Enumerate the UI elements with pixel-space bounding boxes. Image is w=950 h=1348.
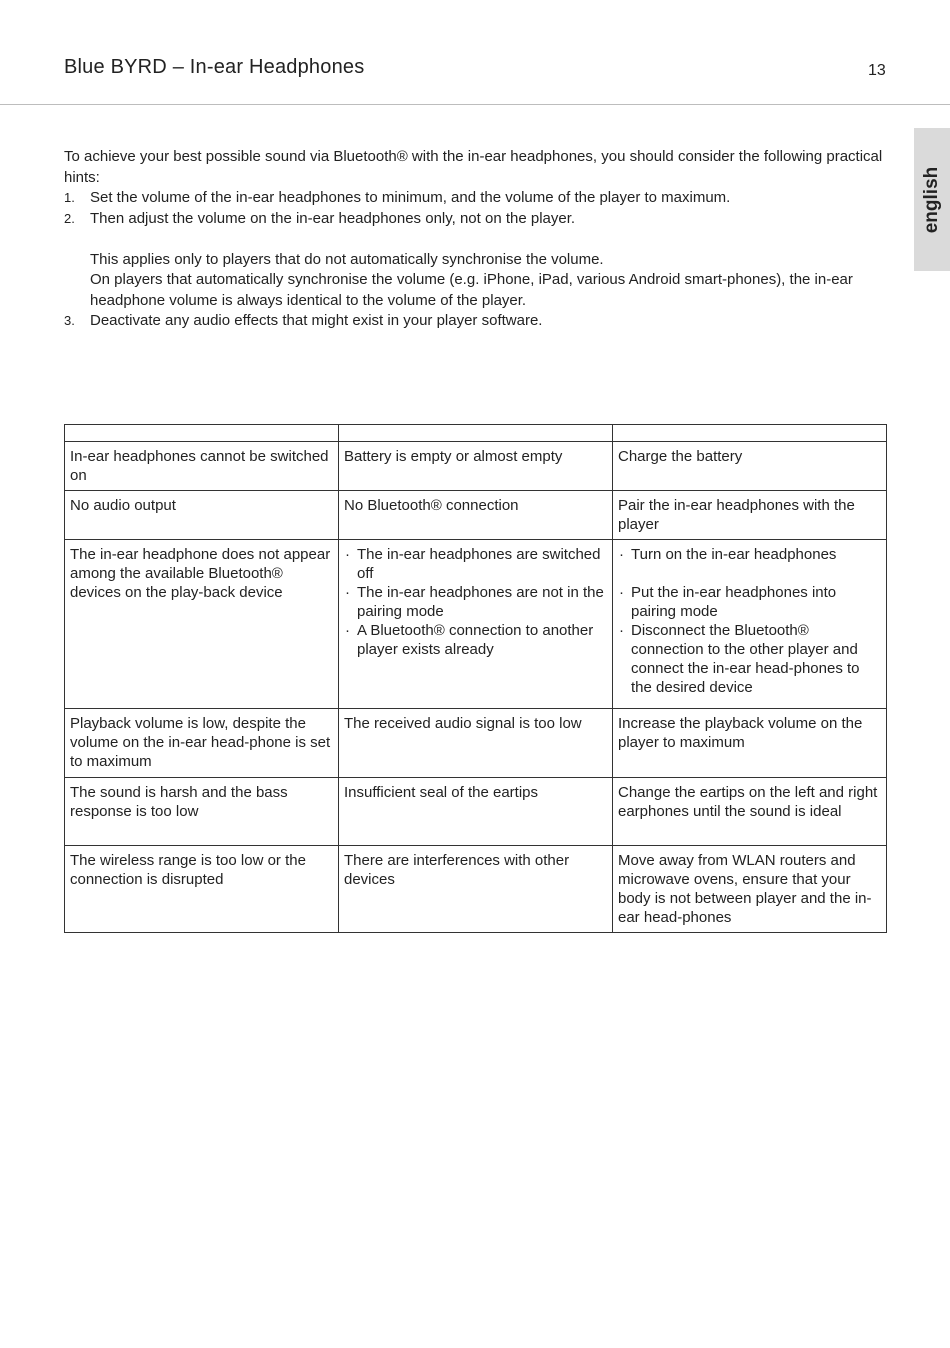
list-item: · The in-ear headphones are not in the pairing mode	[344, 583, 607, 621]
language-tab-label: english	[921, 166, 942, 233]
spacer	[64, 229, 884, 250]
cause-cell: There are interferences with other devices	[339, 846, 613, 933]
list-item: · Turn on the in-ear headphones	[618, 545, 881, 564]
hint-item	[64, 188, 884, 209]
column-header-problem	[65, 425, 339, 442]
hint-number: 3.	[64, 313, 75, 328]
problem-cell: Playback volume is low, despite the volume on the in-ear head-phone is set to maximum	[65, 709, 339, 778]
table-row	[65, 540, 887, 709]
list-item: · Disconnect the Bluetooth® connection to the other player and connect the in-ear head-phones to the desired device	[618, 621, 881, 697]
page-number: 13	[868, 62, 886, 79]
solution-cell: Increase the playback volume on the player to maximum	[613, 709, 887, 778]
solution-list	[618, 545, 881, 697]
page-title: Blue BYRD – In-ear Headphones	[64, 56, 365, 78]
intro-section	[64, 147, 884, 332]
cause-cell	[339, 540, 613, 709]
hint-item	[64, 311, 884, 332]
hint-number: 2.	[64, 210, 75, 226]
hint-number: 1.	[64, 190, 75, 205]
hint-note: This applies only to players that do not automatically synchronise the volume.	[90, 250, 604, 268]
problem-cell: The wireless range is too low or the connection is disrupted	[65, 846, 339, 933]
list-item: · The in-ear headphones are switched off	[344, 545, 607, 583]
cause-cell: No Bluetooth® connection	[339, 491, 613, 540]
problem-cell: The in-ear headphone does not appear among the available Bluetooth® devices on the play-back device	[65, 540, 339, 709]
hint-text: Deactivate any audio effects that might exist in your player software.	[90, 312, 543, 329]
column-header-solution	[613, 425, 887, 442]
cause-cell: Battery is empty or almost empty	[339, 442, 613, 491]
list-item: · A Bluetooth® connection to another player exists already	[344, 621, 607, 659]
table-row	[65, 846, 887, 933]
list-item: · Put the in-ear headphones into pairing mode	[618, 583, 881, 621]
table-row	[65, 709, 887, 778]
table-header-row	[65, 425, 887, 442]
solution-cell: Pair the in-ear headphones with the player	[613, 491, 887, 540]
cause-list	[344, 545, 607, 659]
troubleshooting-table	[64, 424, 887, 933]
problem-cell: The sound is harsh and the bass response is too low	[65, 778, 339, 846]
hint-note: On players that automatically synchronise the volume (e.g. iPhone, iPad, various Android smart-phones), the in-ear headphone volume is always identical to the volume of the player.	[90, 271, 853, 309]
problem-cell: No audio output	[65, 491, 339, 540]
language-tab	[914, 128, 950, 271]
header-divider	[0, 104, 950, 105]
hint-item	[64, 209, 884, 230]
table-row	[65, 442, 887, 491]
column-header-cause	[339, 425, 613, 442]
solution-cell: Charge the battery	[613, 442, 887, 491]
cause-cell: Insufficient seal of the eartips	[339, 778, 613, 846]
hint-text: Set the volume of the in-ear headphones to minimum, and the volume of the player to maximum.	[90, 189, 731, 206]
problem-cell: In-ear headphones cannot be switched on	[65, 442, 339, 491]
solution-cell: Move away from WLAN routers and microwave ovens, ensure that your body is not between player and the in-ear head-phones	[613, 846, 887, 933]
solution-cell: Change the eartips on the left and right earphones until the sound is ideal	[613, 778, 887, 846]
cause-cell: The received audio signal is too low	[339, 709, 613, 778]
hint-text: Then adjust the volume on the in-ear headphones only, not on the player.	[90, 209, 576, 227]
table-row	[65, 491, 887, 540]
table-row	[65, 778, 887, 846]
solution-cell	[613, 540, 887, 709]
intro-lead: To achieve your best possible sound via Bluetooth® with the in-ear headphones, you should consider the following practical hints:	[64, 148, 883, 186]
